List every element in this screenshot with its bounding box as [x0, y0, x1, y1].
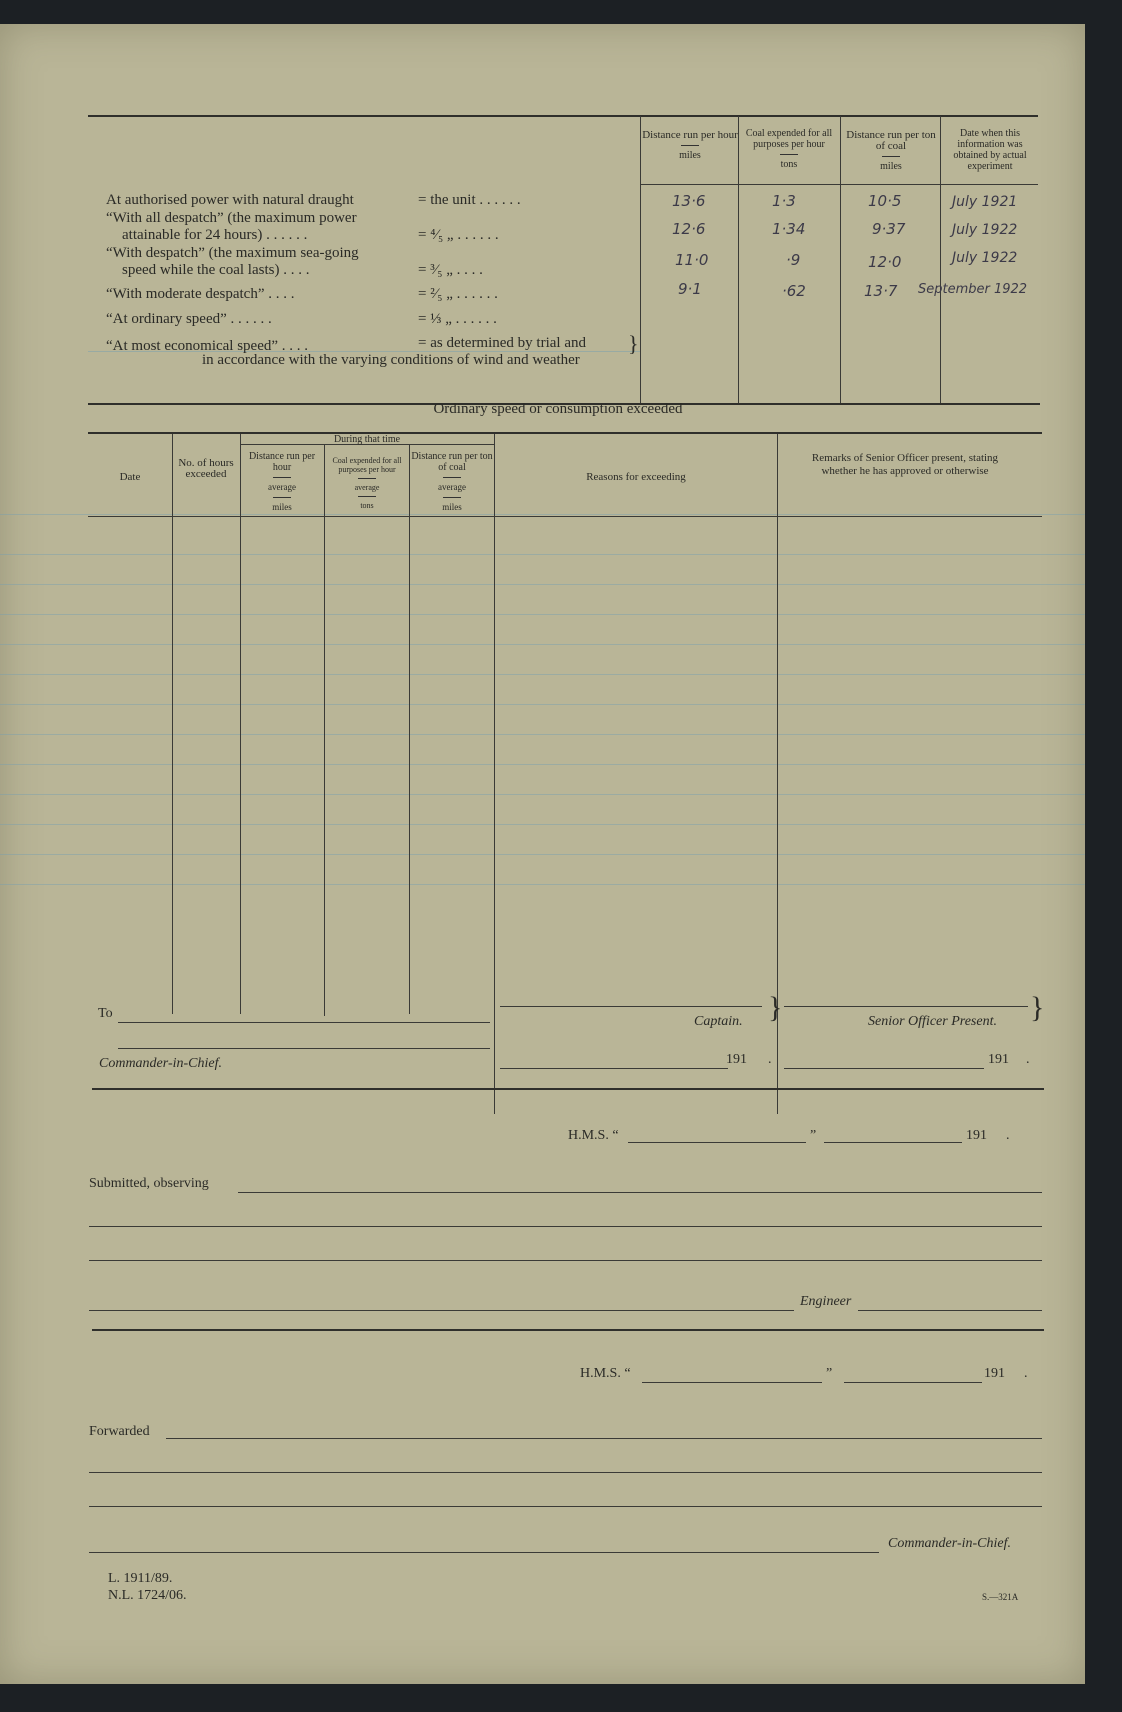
section-title: Ordinary speed or consumption exceeded — [433, 401, 683, 417]
form-sheet: Distance run per hour miles Coal expended for all purposes per hour tons Distance run per ton of coal miles Date when this information was obtained by actual experiment At authorised power with natural draught = the unit . . . . . . “With all despatch” (the maximum power attainable for 24 hours) . . . . . . = ⁴⁄₅ „ . . . . . . “With despatch” (the maximum sea-going speed while the coal lasts) . . . . = ³⁄₅ „ . . . . “With moderate despatch” . . . . = ²⁄₅ „ . . . . . . “At ordinary speed” . . . . . . = ⅓ „ . . . . . . “At most economical speed” . . . . = as determined by trial and in accordance with the varying conditions of wind and weather } 13·6 1·3 10·5 July 1921 12·6 1·34 9·37 July 1922 11·0 ·9 12·0 July 1922 9·1 ·62 13·7 September 1922 Ordinary speed or consumption exceeded Date No. of hours exceeded During that time Distance run per hour average miles Coal expended for all purposes per hour average tons Distance run per ton of coal average miles Reasons for exceeding Remarks of Senior Officer present, stating whether he has approved or otherwise To Commander-in-Chief. Captain. } 191 . Senior Officer Present. } 191 . H.M.S. “ ” 191 . Submitted, observing Engineer H.M.S. “ ” 191 . Forwarded Commander-in-Chief. L. 1911/89. N.L. 1724/06. S.—321A — [0, 24, 1085, 1684]
header-remarks: Remarks of Senior Officer present, stating whether he has approved or otherwise — [811, 452, 999, 477]
value-coal: ·9 — [786, 251, 801, 269]
captain-year: 191 — [726, 1052, 747, 1067]
header-reasons: Reasons for exceeding — [586, 471, 686, 483]
value-distance: 13·6 — [672, 192, 706, 210]
header-coal-expended: Coal expended for all purposes per hour average tons — [332, 456, 402, 510]
forwarded-label: Forwarded — [89, 1424, 150, 1439]
reference-nl: N.L. 1724/06. — [108, 1588, 187, 1603]
senior-year: 191 — [988, 1052, 1009, 1067]
to-line[interactable] — [118, 1022, 490, 1023]
value-per-ton: 12·0 — [868, 253, 902, 271]
value-per-ton: 9·37 — [872, 220, 906, 238]
top-table-rule — [88, 115, 1038, 117]
brace: } — [628, 331, 639, 356]
captain-signature-line[interactable] — [500, 1006, 762, 1007]
form-number: S.—321A — [982, 1592, 1019, 1602]
value-coal: ·62 — [782, 282, 806, 300]
hms-label: H.M.S. “ — [568, 1128, 619, 1143]
value-distance: 11·0 — [675, 251, 709, 269]
row-label: in accordance with the varying conditions of wind and weather — [202, 352, 580, 368]
header-distance-per-hour: Distance run per hour miles — [642, 129, 738, 161]
row-label: “With moderate despatch” . . . . — [106, 286, 295, 302]
commander-label: Commander-in-Chief. — [99, 1056, 222, 1071]
value-date: July 1922 — [952, 250, 1018, 266]
value-per-ton: 10·5 — [868, 192, 902, 210]
header-dist-run: Distance run per hour average miles — [248, 451, 316, 512]
captain-date-line[interactable] — [500, 1068, 728, 1069]
senior-officer-label: Senior Officer Present. — [868, 1014, 997, 1029]
row-label: “At ordinary speed” . . . . . . — [106, 311, 272, 327]
row-ratio: = ²⁄₅ „ . . . . . . — [418, 286, 498, 302]
row-label: “At most economical speed” . . . . — [106, 338, 309, 354]
senior-signature-line[interactable] — [784, 1006, 1028, 1007]
value-coal: 1·3 — [772, 192, 796, 210]
submitted-line[interactable] — [238, 1192, 1042, 1193]
row-label: speed while the coal lasts) . . . . — [122, 262, 310, 278]
senior-date-line[interactable] — [784, 1068, 984, 1069]
header-coal-per-hour: Coal expended for all purposes per hour tons — [745, 128, 833, 170]
row-label: “With all despatch” (the maximum power — [106, 210, 357, 226]
value-date: July 1921 — [952, 194, 1018, 210]
captain-label: Captain. — [694, 1014, 743, 1029]
row-label: attainable for 24 hours) . . . . . . — [122, 227, 308, 243]
ship-name-line[interactable] — [628, 1142, 806, 1143]
row-ratio: = ³⁄₅ „ . . . . — [418, 262, 483, 278]
value-date: July 1922 — [952, 222, 1018, 238]
commander-label: Commander-in-Chief. — [888, 1536, 1011, 1551]
row-ratio: = the unit . . . . . . — [418, 192, 521, 208]
date-line[interactable] — [824, 1142, 962, 1143]
to-label: To — [98, 1006, 113, 1021]
header-date: Date — [119, 471, 141, 483]
header-dist-per-ton: Distance run per ton of coal average miles — [411, 451, 493, 512]
header-during-that-time: During that time — [333, 434, 401, 445]
hms-label: H.M.S. “ — [580, 1366, 631, 1381]
row-label: “With despatch” (the maximum sea-going — [106, 245, 359, 261]
header-date-obtained: Date when this information was obtained by actual experiment — [953, 128, 1027, 172]
forwarded-line[interactable] — [166, 1438, 1042, 1439]
row-ratio: = ⅓ „ . . . . . . — [418, 311, 497, 327]
ship-name-line[interactable] — [642, 1382, 822, 1383]
reference-l: L. 1911/89. — [108, 1571, 173, 1586]
header-hours-exceeded: No. of hours exceeded — [178, 457, 234, 480]
value-per-ton: 13·7 — [864, 282, 898, 300]
value-distance: 12·6 — [672, 220, 706, 238]
engineer-label: Engineer — [800, 1294, 852, 1309]
value-distance: 9·1 — [678, 280, 702, 298]
date-line[interactable] — [844, 1382, 982, 1383]
header-distance-per-ton: Distance run per ton of coal miles — [846, 129, 936, 172]
row-ratio: = ⁴⁄₅ „ . . . . . . — [418, 227, 499, 243]
submitted-label: Submitted, observing — [89, 1176, 209, 1191]
row-label: At authorised power with natural draught — [106, 192, 354, 208]
row-ratio: = as determined by trial and — [418, 335, 586, 351]
value-date: September 1922 — [918, 282, 1028, 297]
value-coal: 1·34 — [772, 220, 806, 238]
exceeded-table-rule — [88, 432, 1042, 434]
